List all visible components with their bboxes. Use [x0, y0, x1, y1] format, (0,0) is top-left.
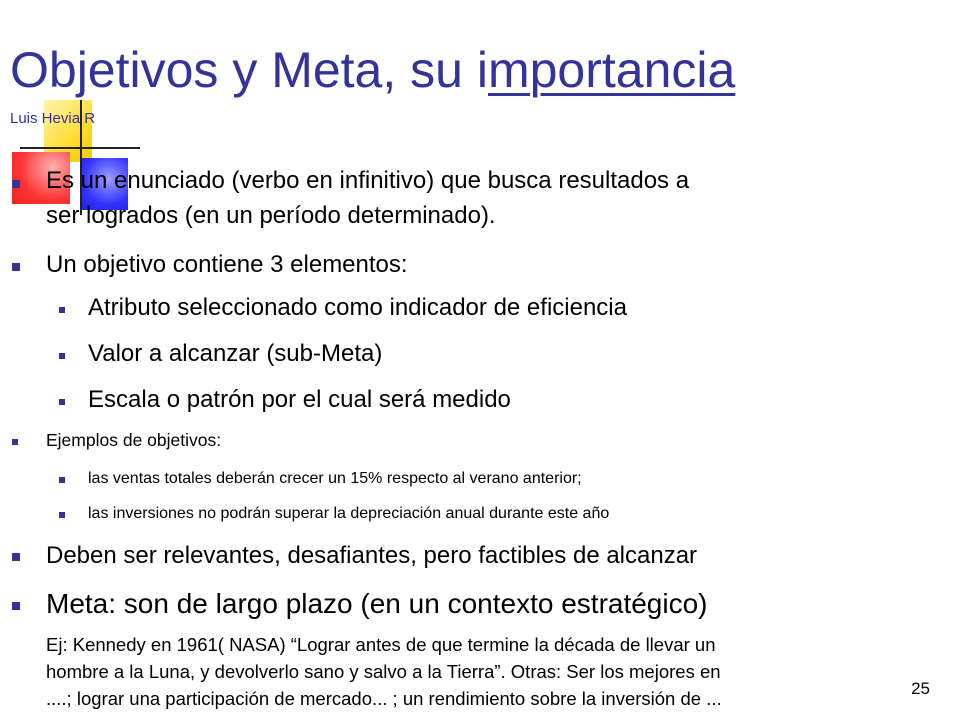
bullet-icon [12, 263, 20, 271]
sub-bullet-icon [59, 477, 65, 483]
title-underlined-part: mportancia [487, 42, 736, 98]
bullet-icon [12, 553, 20, 561]
example-line: ....; lograr una participación de mercado... ; un rendimiento sobre la inversión de ... [46, 688, 722, 709]
sub-bullet-text: las inversiones no podrán superar la depreciación anual durante este año [88, 505, 610, 522]
slide-title: Objetivos y Meta, su importancia [10, 42, 736, 98]
bullet-text: Meta: son de largo plazo (en un contexto estratégico) [46, 588, 708, 619]
sub-bullet-icon [59, 307, 65, 313]
example-line: hombre a la Luna, y devolverlo sano y salvo a la Tierra”. Otras: Ser los mejores en [46, 661, 721, 682]
bullet-text: Ejemplos de objetivos: [46, 430, 222, 450]
bullet-text: Deben ser relevantes, desafiantes, pero factibles de alcanzar [46, 542, 698, 569]
bullet-icon [12, 602, 20, 610]
sub-bullet-text: Atributo seleccionado como indicador de eficiencia [88, 294, 627, 321]
deco-horizontal-line [20, 147, 140, 149]
bullet-icon [12, 439, 18, 445]
bullet-text-continuation: ser logrados (en un período determinado). [46, 202, 496, 229]
example-line: Ej: Kennedy en 1961( NASA) “Lograr antes de que termine la década de llevar un [46, 634, 716, 655]
sub-bullet-text: Valor a alcanzar (sub-Meta) [88, 340, 383, 367]
bullet-text: Es un enunciado (verbo en infinitivo) que busca resultados a [46, 167, 690, 194]
sub-bullet-icon [59, 399, 65, 405]
sub-bullet-icon [59, 512, 65, 518]
author-name: Luis Hevia R [10, 110, 96, 127]
sub-bullet-text: las ventas totales deberán crecer un 15% respecto al verano anterior; [88, 470, 582, 487]
page-number: 25 [911, 679, 930, 698]
bullet-text: Un objetivo contiene 3 elementos: [46, 251, 408, 278]
sub-bullet-icon [59, 353, 65, 359]
sub-bullet-text: Escala o patrón por el cual será medido [88, 386, 511, 413]
bullet-icon [12, 180, 20, 188]
